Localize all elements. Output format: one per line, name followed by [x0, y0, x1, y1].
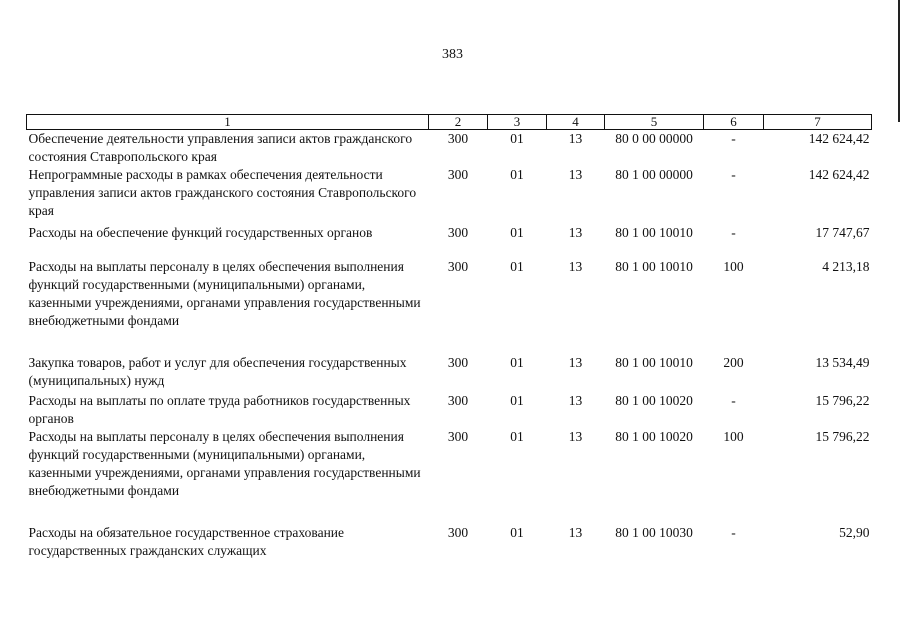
row-col-6: 200	[723, 355, 744, 370]
row-col-3: 01	[510, 525, 524, 540]
row-col-2: 300	[447, 355, 469, 370]
header-col-2: 2	[429, 115, 488, 130]
table-row	[27, 354, 872, 392]
row-col-4: 13	[568, 429, 583, 444]
row-col-5: 80 1 00 10010	[615, 355, 693, 370]
row-col-2: 300	[447, 225, 469, 240]
row-col-6: 100	[723, 259, 744, 274]
row-col-4: 13	[568, 525, 583, 540]
row-col-3: 01	[510, 167, 524, 182]
row-col-4: 13	[568, 225, 583, 240]
row-col-4: 13	[568, 355, 583, 370]
row-col-4: 13	[568, 259, 583, 274]
table-row	[27, 224, 872, 258]
row-col-2: 300	[447, 393, 469, 408]
row-amount: 4 213,18	[822, 259, 870, 274]
row-col-2: 300	[447, 429, 469, 444]
row-amount: 13 534,49	[815, 355, 870, 370]
row-amount: 15 796,22	[815, 393, 870, 408]
row-col-6: -	[731, 525, 736, 540]
row-col-3: 01	[510, 393, 524, 408]
table-row	[27, 130, 872, 167]
header-col-1: 1	[27, 115, 429, 130]
header-row	[27, 115, 872, 130]
row-col-5: 80 1 00 10020	[615, 429, 693, 444]
row-col-5: 80 1 00 00000	[615, 167, 693, 182]
row-name: Расходы на выплаты по оплате труда работников государственных органов	[28, 393, 411, 426]
row-col-6: -	[731, 225, 736, 240]
row-col-4: 13	[568, 393, 583, 408]
row-col-6: 100	[723, 429, 744, 444]
row-col-5: 80 1 00 10010	[615, 259, 693, 274]
row-amount: 17 747,67	[815, 225, 870, 240]
header-col-6: 6	[704, 115, 764, 130]
row-col-3: 01	[510, 355, 524, 370]
row-col-5: 80 1 00 10020	[615, 393, 693, 408]
header-col-3: 3	[488, 115, 547, 130]
row-col-3: 01	[510, 259, 524, 274]
row-col-5: 80 1 00 10010	[615, 225, 693, 240]
table-row	[27, 524, 872, 564]
row-amount: 52,90	[839, 525, 870, 540]
row-amount: 15 796,22	[815, 429, 870, 444]
row-name: Расходы на выплаты персоналу в целях обеспечения выполнения функций государственными (муниципальными) органами, казенными учреждениями, органами управления государственными внебюджетными фондами	[28, 429, 421, 498]
row-col-6: -	[731, 167, 736, 182]
row-amount: 142 624,42	[808, 131, 870, 146]
row-col-3: 01	[510, 131, 524, 146]
row-name: Расходы на обеспечение функций государственных органов	[28, 225, 373, 240]
row-col-3: 01	[510, 225, 524, 240]
row-name: Обеспечение деятельности управления записи актов гражданского состояния Ставропольского края	[28, 131, 413, 164]
row-col-5: 80 1 00 10030	[615, 525, 693, 540]
header-col-4: 4	[547, 115, 605, 130]
header-col-5: 5	[605, 115, 704, 130]
page-edge-line	[898, 0, 900, 122]
row-col-2: 300	[447, 131, 469, 146]
row-col-6: -	[731, 393, 736, 408]
row-col-6: -	[731, 131, 736, 146]
header-col-7: 7	[764, 115, 872, 130]
table-row	[27, 428, 872, 524]
row-col-5: 80 0 00 00000	[615, 131, 693, 146]
table-row	[27, 258, 872, 354]
row-name: Непрограммные расходы в рамках обеспечения деятельности управления записи актов гражданского состояния Ставропольского края	[28, 167, 417, 218]
row-col-2: 300	[447, 167, 469, 182]
row-name: Расходы на обязательное государственное страхование государственных гражданских служащих	[28, 525, 345, 558]
page-number: 383	[442, 47, 463, 62]
row-name: Расходы на выплаты персоналу в целях обеспечения выполнения функций государственными (муниципальными) органами, казенными учреждениями, органами управления государственными внебюджетными фондами	[28, 259, 421, 328]
row-col-4: 13	[568, 167, 583, 182]
row-col-2: 300	[447, 525, 469, 540]
table-row	[27, 392, 872, 428]
row-col-2: 300	[447, 259, 469, 274]
budget-table	[26, 114, 872, 564]
row-name: Закупка товаров, работ и услуг для обеспечения государственных (муниципальных) нужд	[28, 355, 407, 388]
row-col-4: 13	[568, 131, 583, 146]
table-row	[27, 166, 872, 224]
row-amount: 142 624,42	[808, 167, 870, 182]
row-col-3: 01	[510, 429, 524, 444]
